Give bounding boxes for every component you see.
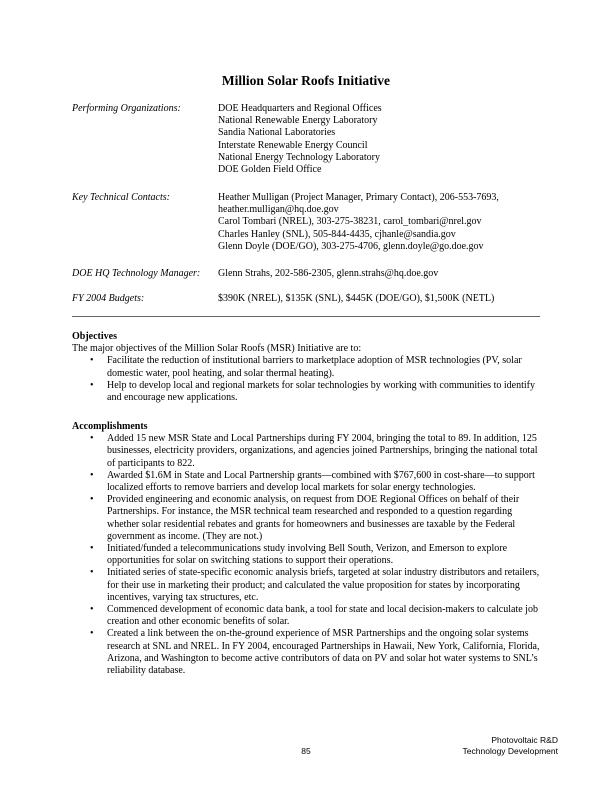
key-technical-contacts-block [72, 192, 542, 254]
accomplishments-list [72, 433, 542, 677]
performing-organizations-label: Performing Organizations: [72, 103, 181, 114]
contact-line: Charles Hanley (SNL), 505-844-4435, cjhanle@sandia.gov [218, 228, 456, 240]
contact-line: Glenn Doyle (DOE/GO), 303-275-4706, glenn.doyle@go.doe.gov [218, 240, 484, 252]
section-divider [72, 316, 540, 317]
organization-line: Interstate Renewable Energy Council [218, 139, 368, 151]
organization-line: Sandia National Laboratories [218, 127, 336, 139]
contact-line: heather.mulligan@hq.doe.gov [218, 204, 339, 216]
organization-line: DOE Headquarters and Regional Offices [218, 103, 382, 114]
budgets-value: $390K (NREL), $135K (SNL), $445K (DOE/GO), $1,500K (NETL) [218, 293, 495, 304]
objectives-intro: The major objectives of the Million Solar Roofs (MSR) Initiative are to: [72, 343, 362, 355]
performing-organizations-list [218, 103, 542, 176]
running-footer [463, 735, 558, 757]
key-technical-contacts-label: Key Technical Contacts: [72, 192, 170, 203]
accomplishment-item: • Awarded $1.6M in State and Local Partnership grants—combined with $767,600 in cost-share—to support localized efforts to remove barriers and develop local markets for solar energy technologies. [72, 470, 542, 494]
accomplishment-item: • Added 15 new MSR State and Local Partnerships during FY 2004, bringing the total to 89. In addition, 125 businesses, electricity providers, organizations, and agencies joined Partnerships, bringing the national total of participants to 822. [72, 433, 542, 470]
accomplishments-heading: Accomplishments [72, 421, 148, 432]
accomplishment-item: • Created a link between the on-the-ground experience of MSR Partnerships and the ongoing solar systems research at SNL and NREL. In FY 2004, encouraged Partnerships in Hawaii, New York, California, Florida, Arizona, and Washington to become active contributors of data on PV and solar hot water systems to SNL’s reliability database. [72, 628, 542, 677]
budgets-label: FY 2004 Budgets: [72, 293, 145, 304]
objectives-heading: Objectives [72, 331, 117, 342]
technology-manager-label: DOE HQ Technology Manager: [72, 268, 201, 279]
objectives-section [72, 331, 542, 404]
objectives-list [72, 355, 542, 404]
performing-organizations-block [72, 103, 542, 177]
technology-manager-block [72, 268, 542, 281]
accomplishment-item: • Initiated series of state-specific economic analysis briefs, targeted at solar industry distributors and retailers, for their use in marketing their product; and calculated the value proposition for states by incorporating incentives, varying tax structures, etc. [72, 567, 542, 604]
organization-line: National Renewable Energy Laboratory [218, 115, 378, 127]
accomplishment-item: • Commenced development of economic data bank, a tool for state and local decision-makers to calculate job creation and other economic benefits of solar. [72, 604, 542, 628]
organization-line: DOE Golden Field Office [218, 164, 322, 176]
footer-line: Technology Development [462, 746, 558, 756]
accomplishment-item: • Provided engineering and economic analysis, on request from DOE Regional Offices on behalf of their Partnerships. For instance, the MSR technical team researched and responded to a question regarding whether solar residential rebates and grants for homeowners and businesses are taxable by the Federal government as income. (They are not.) [72, 494, 542, 543]
contact-line: Heather Mulligan (Project Manager, Primary Contact), 206-553-7693, [218, 192, 499, 203]
contact-line: Carol Tombari (NREL), 303-275-38231, carol_tombari@nrel.gov [218, 216, 482, 228]
budgets-block [72, 293, 542, 306]
page-number: 85 [301, 746, 311, 756]
key-technical-contacts-list [218, 192, 542, 253]
organization-line: National Energy Technology Laboratory [218, 151, 380, 163]
accomplishment-item: • Initiated/funded a telecommunications study involving Bell South, Verizon, and Emerson to explore opportunities for solar on switching stations to support their operations. [72, 543, 542, 567]
objective-item: • Facilitate the reduction of institutional barriers to marketplace adoption of MSR technologies (PV, solar domestic water, pool heating, and solar thermal heating). [72, 355, 542, 379]
technology-manager-value: Glenn Strahs, 202-586-2305, glenn.strahs@hq.doe.gov [218, 268, 439, 279]
footer-line: Photovoltaic R&D [491, 735, 558, 745]
accomplishments-section [72, 421, 542, 677]
objective-item: • Help to develop local and regional markets for solar technologies by working with communities to identify and encourage new applications. [72, 380, 542, 404]
page-title: Million Solar Roofs Initiative [221, 73, 391, 88]
